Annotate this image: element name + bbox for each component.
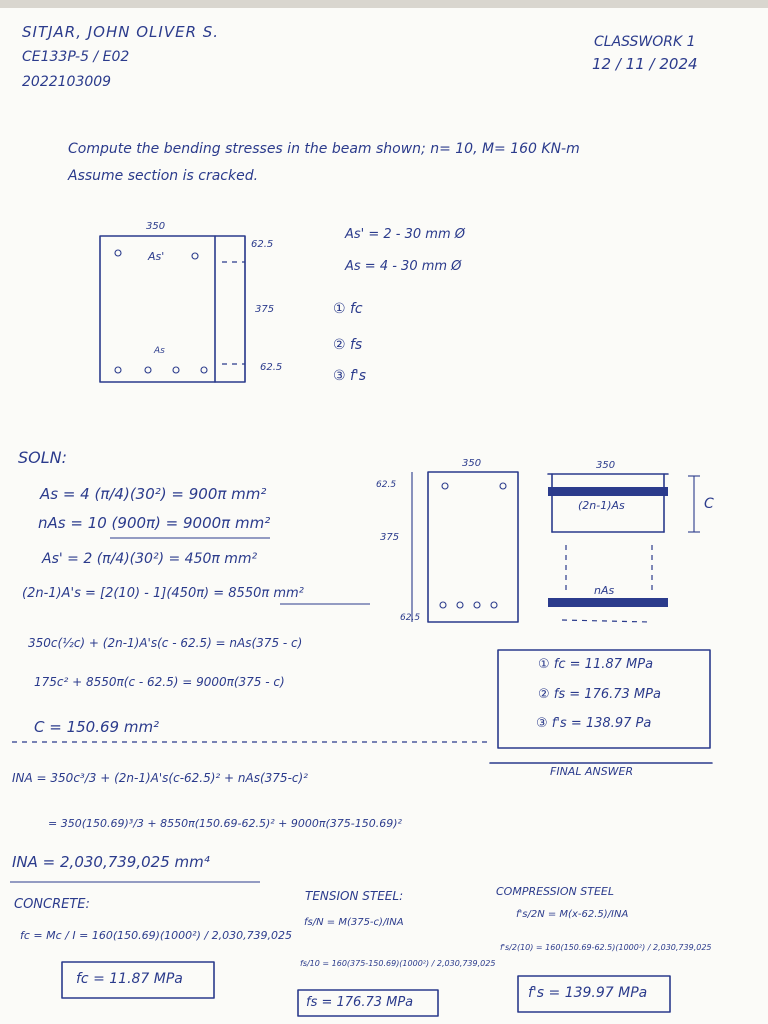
fig2-mid-label: 375: [380, 532, 400, 543]
fig3-compression-steel-label: (2n-1)As: [578, 499, 625, 512]
tension-steel-substitution: fs/10 = 160(375-150.69)(1000²) / 2,030,739,025: [300, 959, 496, 968]
solution-ina-value: INA = 2,030,739,025 mm⁴: [12, 853, 210, 871]
compression-steel-substitution: f's/2(10) = 160(150.69-62.5)(1000²) / 2,030,739,025: [500, 943, 712, 952]
compression-steel-label: COMPRESSION STEEL: [496, 885, 614, 898]
fig3-width-label: 350: [596, 460, 616, 471]
fig1-as-label: As: [154, 346, 165, 356]
concrete-label: CONCRETE:: [14, 897, 90, 912]
required-fc: ① fc: [333, 301, 363, 317]
required-fs-prime: ③ f's: [333, 368, 367, 384]
solution-label: SOLN:: [18, 448, 68, 467]
rebar-top-right-icon: [192, 253, 198, 259]
solution-quadratic: 175c² + 8550π(c - 62.5) = 9000π(375 - c): [34, 675, 285, 689]
final-answer-fc: ① fc = 11.87 MPa: [538, 657, 654, 672]
final-answer-fs-prime: ③ f's = 138.97 Pa: [536, 716, 652, 731]
tension-steel-formula: fs/N = M(375-c)/INA: [304, 917, 404, 928]
fig1-top-cover-label: 62.5: [251, 239, 274, 250]
fig2-width-label: 350: [462, 458, 482, 469]
compression-steel-answer: f's = 139.97 MPa: [528, 985, 648, 1001]
solution-as: As = 4 (π/4)(30²) = 900π mm²: [40, 485, 267, 503]
solution-transformed-as-prime: (2n-1)A's = [2(10) - 1](450π) = 8550π mm²: [22, 586, 304, 601]
solution-ina-formula: INA = 350c³/3 + (2n-1)A's(c-62.5)² + nAs(375-c)²: [12, 771, 308, 785]
solution-nas: nAs = 10 (900π) = 9000π mm²: [38, 514, 271, 532]
solution-as-prime: As' = 2 (π/4)(30²) = 450π mm²: [42, 551, 258, 567]
fig1-mid-label: 375: [255, 304, 275, 315]
fig2-bottom-cover-label: 62.5: [400, 613, 421, 623]
beam-section-figure-2: [412, 472, 518, 622]
tension-steel-answer: fs = 176.73 MPa: [306, 995, 414, 1010]
compression-steel-strip: [548, 487, 668, 496]
student-name: SITJAR, JOHN OLIVER S.: [22, 23, 220, 41]
student-id: 2022103009: [22, 74, 112, 90]
fig3-c-label: C: [704, 496, 714, 512]
fig2-top-cover-label: 62.5: [376, 480, 397, 490]
beam-section-figure: [100, 236, 245, 382]
course-section: CE133P-5 / E02: [22, 49, 130, 65]
fig3-tension-steel-label: nAs: [594, 584, 615, 597]
final-answer-fs: ② fs = 176.73 MPa: [538, 687, 661, 702]
as-prime-definition: As' = 2 - 30 mm Ø: [345, 227, 465, 242]
solution-moment-equation: 350c(½c) + (2n-1)A's(c - 62.5) = nAs(375 - c): [28, 636, 303, 650]
fig1-width-label: 350: [146, 221, 166, 232]
as-definition: As = 4 - 30 mm Ø: [345, 259, 462, 274]
problem-assumption: Assume section is cracked.: [68, 168, 259, 184]
solution-c-value: C = 150.69 mm²: [34, 718, 160, 736]
concrete-answer: fc = 11.87 MPa: [76, 971, 183, 987]
assignment-title: CLASSWORK 1: [594, 34, 696, 50]
tension-steel-strip: [548, 598, 668, 607]
rebar-top-left-icon: [115, 250, 121, 256]
fig1-as-prime-label: As': [148, 250, 165, 263]
final-answer-caption: FINAL ANSWER: [550, 765, 634, 778]
solution-ina-substitution: = 350(150.69)³/3 + 8550π(150.69-62.5)² + 9000π(375-150.69)²: [48, 817, 402, 830]
compression-steel-formula: f's/2N = M(x-62.5)/INA: [516, 909, 629, 920]
tension-steel-label: TENSION STEEL:: [305, 889, 404, 903]
concrete-formula: fc = Mc / I = 160(150.69)(1000²) / 2,030,739,025: [20, 929, 293, 942]
required-fs: ② fs: [333, 337, 363, 353]
transformed-section-figure: [548, 474, 700, 622]
problem-statement: Compute the bending stresses in the beam shown; n= 10, M= 160 KN-m: [68, 141, 580, 157]
assignment-date: 12 / 11 / 2024: [592, 55, 698, 73]
fig1-bottom-cover-label: 62.5: [260, 362, 283, 373]
